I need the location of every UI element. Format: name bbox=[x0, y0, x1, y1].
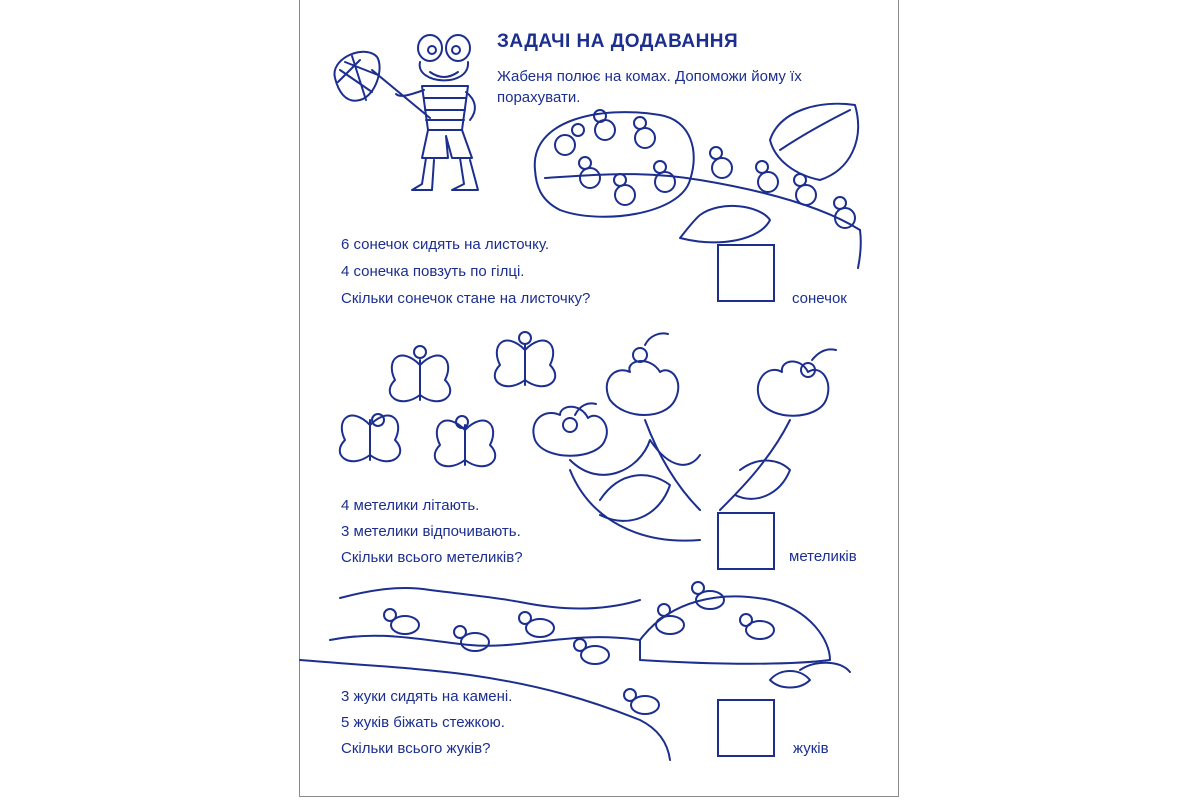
answer-unit-butterflies: метеликів bbox=[789, 548, 857, 565]
problem-3-line-2: 5 жуків біжать стежкою. bbox=[341, 714, 505, 731]
answer-box-butterflies[interactable] bbox=[717, 512, 775, 570]
page-title: ЗАДАЧІ НА ДОДАВАННЯ bbox=[497, 31, 739, 52]
answer-unit-beetles: жуків bbox=[793, 740, 829, 757]
ladybugs-illustration bbox=[535, 104, 861, 268]
answer-box-beetles[interactable] bbox=[717, 699, 775, 757]
problem-2-line-3: Скільки всього метеликів? bbox=[341, 549, 523, 566]
answer-unit-ladybugs: сонечок bbox=[792, 290, 847, 307]
answer-box-ladybugs[interactable] bbox=[717, 244, 775, 302]
frog-illustration bbox=[334, 35, 478, 190]
problem-2-line-2: 3 метелики відпочивають. bbox=[341, 523, 521, 540]
problem-3-line-3: Скільки всього жуків? bbox=[341, 740, 491, 757]
problem-1-line-2: 4 сонечка повзуть по гілці. bbox=[341, 263, 525, 280]
problem-1-line-3: Скільки сонечок стане на листочку? bbox=[341, 290, 591, 307]
intro-text: Жабеня полює на комах. Допоможи йому їх порахувати. bbox=[497, 68, 802, 106]
problem-2-line-1: 4 метелики літають. bbox=[341, 497, 480, 514]
problem-1-line-1: 6 сонечок сидять на листочку. bbox=[341, 236, 549, 253]
problem-3-line-1: 3 жуки сидять на камені. bbox=[341, 688, 513, 705]
